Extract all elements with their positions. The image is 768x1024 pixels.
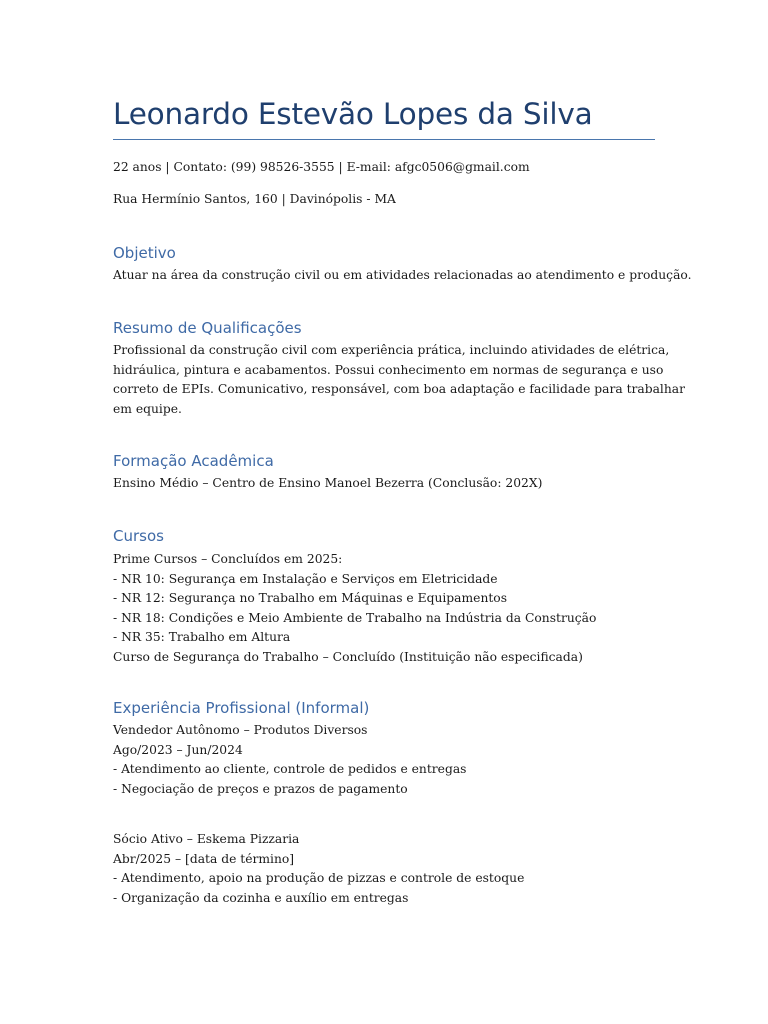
contact-line: 22 anos | Contato: (99) 98526-3555 | E-mail: afgc0506@gmail.com: [113, 160, 530, 174]
name-divider: [113, 139, 655, 140]
candidate-name: Leonardo Estevão Lopes da Silva: [113, 97, 593, 131]
objective-text: Atuar na área da construção civil ou em atividades relacionadas ao atendimento e produção.: [113, 268, 692, 282]
qualifications-text: [113, 341, 685, 419]
qualifications-line: correto de EPIs. Comunicativo, responsável, com boa adaptação e facilidade para trabalhar: [113, 382, 685, 396]
course-item: - NR 18: Condições e Meio Ambiente de Trabalho na Indústria da Construção: [113, 610, 597, 625]
job-period: Abr/2025 – [data de término]: [113, 851, 295, 866]
experience-job: [113, 830, 658, 908]
address-line: Rua Hermínio Santos, 160 | Davinópolis - MA: [113, 192, 396, 206]
job-task: - Organização da cozinha e auxílio em entregas: [113, 890, 409, 905]
course-item: - NR 35: Trabalho em Altura: [113, 630, 291, 644]
qualifications-line: Profissional da construção civil com experiência prática, incluindo atividades de elétrica,: [113, 343, 670, 357]
job-task: - Negociação de preços e prazos de pagamento: [113, 781, 408, 796]
job-period: Ago/2023 – Jun/2024: [113, 742, 243, 757]
section-title-education: Formação Acadêmica: [113, 452, 274, 470]
course-item: - NR 12: Segurança no Trabalho em Máquinas e Equipamentos: [113, 591, 508, 605]
job-task: - Atendimento, apoio na produção de pizzas e controle de estoque: [113, 871, 525, 885]
section-title-courses: Cursos: [113, 527, 164, 545]
section-title-objective: Objetivo: [113, 244, 176, 262]
qualifications-line: em equipe.: [113, 401, 182, 416]
course-item: - NR 10: Segurança em Instalação e Serviços em Eletricidade: [113, 571, 498, 586]
section-title-experience: Experiência Profissional (Informal): [113, 699, 370, 717]
course-item: Prime Cursos – Concluídos em 2025:: [113, 552, 343, 566]
qualifications-line: hidráulica, pintura e acabamentos. Possui conhecimento em normas de segurança e uso: [113, 362, 664, 377]
job-role: Vendedor Autônomo – Produtos Diversos: [113, 723, 368, 737]
job-role: Sócio Ativo – Eskema Pizzaria: [113, 832, 300, 846]
job-task: - Atendimento ao cliente, controle de pedidos e entregas: [113, 762, 467, 776]
education-text: Ensino Médio – Centro de Ensino Manoel Bezerra (Conclusão: 202X): [113, 476, 543, 490]
experience-job: [113, 721, 658, 799]
course-item: Curso de Segurança do Trabalho – Concluído (Instituição não especificada): [113, 649, 583, 664]
courses-list: [113, 550, 658, 667]
section-title-qualifications: Resumo de Qualificações: [113, 319, 302, 337]
